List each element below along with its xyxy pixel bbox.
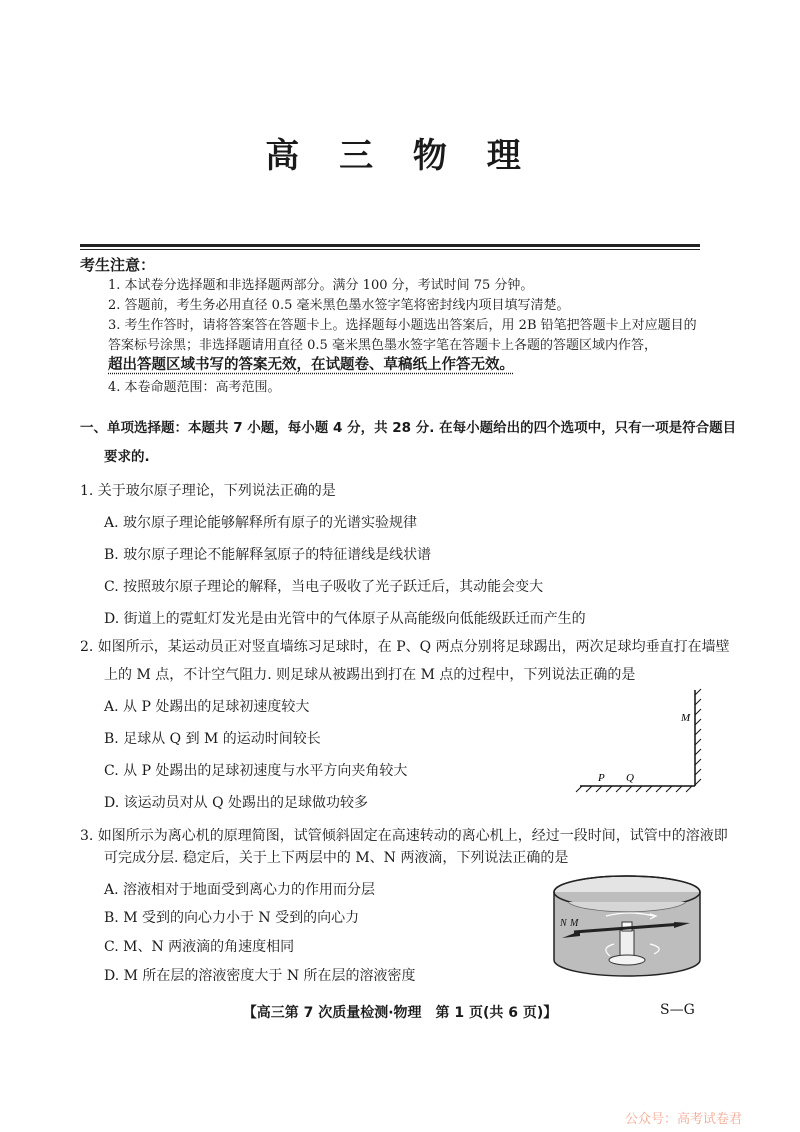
centrifuge-figure: [550, 868, 705, 988]
notice-item-emphasis: [108, 355, 708, 375]
section-heading-cont: 要求的.: [104, 449, 150, 465]
question-1-option-c: C. 按照玻尔原子理论的解释，当电子吸收了光子跃迁后，其动能会变大: [104, 579, 544, 595]
label-q: Q: [626, 772, 634, 784]
notice-item: 3. 考生作答时，请将答案答在答题卡上。选择题每小题选出答案后，用 2B 铅笔把答题卡上对应题目的: [108, 318, 697, 333]
notice-item: 答案标号涂黑；非选择题请用直径 0.5 毫米黑色墨水签字笔在答题卡上各题的答题区域内作答，: [108, 338, 657, 353]
notice-item: 4. 本卷命题范围：高考范围。: [108, 380, 281, 395]
label-m: M: [570, 918, 579, 929]
watermark: 公众号：高考试卷君: [625, 1112, 743, 1127]
label-m: M: [681, 712, 691, 724]
divider-thick: [80, 244, 700, 247]
question-2-figure: [560, 685, 710, 800]
page-title: 高 三 物 理: [265, 136, 535, 176]
question-3-stem-cont: 可完成分层. 稳定后，关于上下两层中的 M、N 两液滴，下列说法正确的是: [104, 850, 569, 866]
question-2-option-d: D. 该运动员对从 Q 处踢出的足球做功较多: [104, 795, 369, 811]
label-p: P: [598, 772, 605, 784]
question-2-option-a: A. 从 P 处踢出的足球初速度较大: [104, 699, 310, 715]
question-2-option-b: B. 足球从 Q 到 M 的运动时间较长: [104, 731, 321, 747]
question-2-option-c: C. 从 P 处踢出的足球初速度与水平方向夹角较大: [104, 763, 408, 779]
label-n: N: [560, 918, 567, 929]
notice-emphasis-text: 超出答题区域书写的答案无效，在试题卷、草稿纸上作答无效。: [108, 357, 514, 373]
exam-code: S—G: [660, 1002, 695, 1018]
notice-heading: 考生注意：: [80, 256, 156, 274]
page-footer: 【高三第 7 次质量检测·物理 第 1 页(共 6 页)】: [242, 1005, 558, 1021]
question-2-stem: 2. 如图所示，某运动员正对竖直墙练习足球时，在 P、Q 两点分别将足球踢出，两次足球均垂直打在墙壁: [80, 639, 730, 655]
question-3-option-a: A. 溶液相对于地面受到离心力的作用而分层: [104, 882, 376, 898]
question-1-option-d: D. 街道上的霓虹灯发光是由光管中的气体原子从高能级向低能级跃迁而产生的: [104, 611, 586, 627]
section-heading: 一、单项选择题：本题共 7 小题，每小题 4 分，共 28 分. 在每小题给出的四个选项中，只有一项是符合题目: [80, 420, 737, 436]
question-1-option-b: B. 玻尔原子理论不能解释氢原子的特征谱线是线状谱: [104, 547, 432, 563]
question-1-stem: 1. 关于玻尔原子理论，下列说法正确的是: [80, 483, 336, 499]
divider-thin: [80, 249, 700, 250]
notice-item: 1. 本试卷分选择题和非选择题两部分。满分 100 分，考试时间 75 分钟。: [108, 278, 534, 293]
question-1-option-a: A. 玻尔原子理论能够解释所有原子的光谱实验规律: [104, 515, 418, 531]
question-3-option-c: C. M、N 两液滴的角速度相同: [104, 939, 295, 955]
question-3-option-d: D. M 所在层的溶液密度大于 N 所在层的溶液密度: [104, 968, 416, 984]
notice-item: 2. 答题前，考生务必用直径 0.5 毫米黑色墨水签字笔将密封线内项目填写清楚。: [108, 298, 570, 313]
question-3-stem: 3. 如图所示为离心机的原理简图，试管倾斜固定在高速转动的离心机上，经过一段时间，试管中的溶液即: [80, 828, 728, 844]
question-2-stem-cont: 上的 M 点，不计空气阻力. 则足球从被踢出到打在 M 点的过程中，下列说法正确的是: [104, 667, 636, 683]
question-3-option-b: B. M 受到的向心力小于 N 受到的向心力: [104, 910, 360, 926]
